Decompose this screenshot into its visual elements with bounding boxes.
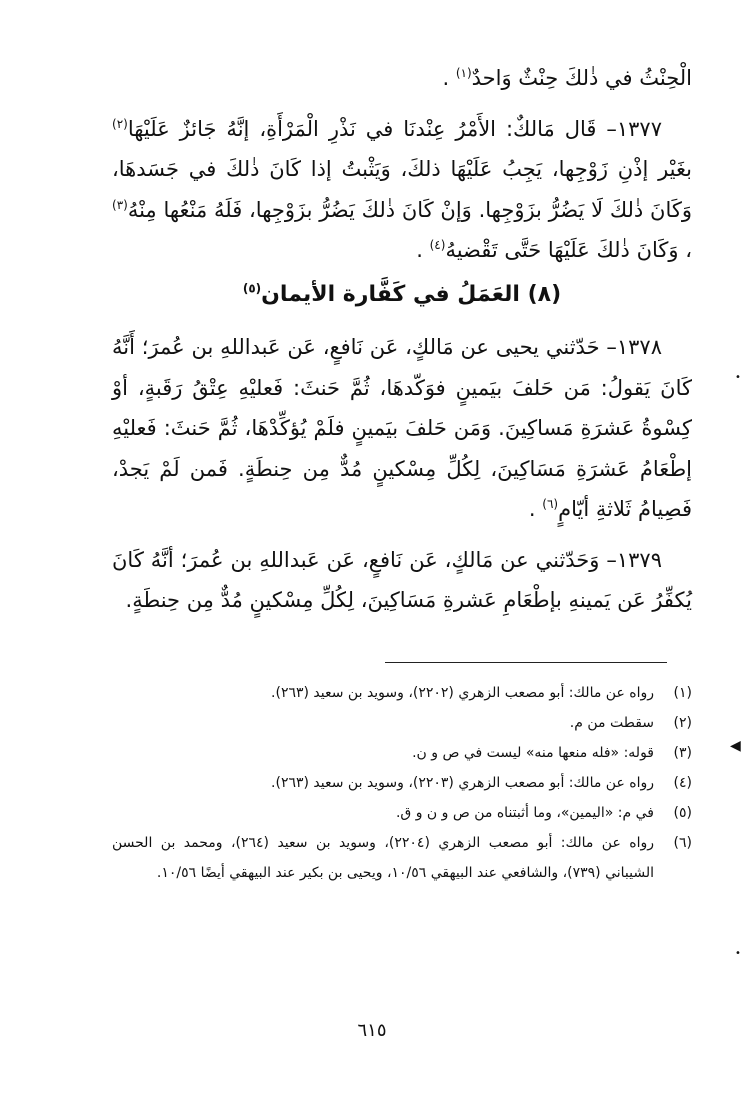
footnote-number: (٦) bbox=[673, 835, 692, 851]
footnote-ref-2[interactable]: (٢) bbox=[112, 116, 128, 131]
paragraph-1378-text: ١٣٧٨– حَدّثني يحيى عن مَالكٍ، عَن نَافعٍ، عَن عَبداللهِ بن عُمرَ؛ أَنَّهُ كَانَ يَقولُ: مَن حَلفَ بيَمينٍ فوَكّدهَا، ثُمَّ حَنثَ: فَعليْهِ عِتْقُ رَقَبةٍ، أوْ كِسْوةُ عَشرَةِ مَساكِينَ. وَمَن حَلفَ بيَمينٍ فلَمْ يُؤكِّدْهَا، ثُمَّ حَنثَ: فَعليْهِ إطْعَامُ عَشرَةِ مَسَاكِينَ، لِكُلِّ مِسْكينٍ مُدٌّ مِن حِنطَةٍ. فَمن لَمْ يَجدْ، فَصِيامُ ثَلاثةِ أيّامٍ bbox=[112, 335, 692, 521]
line-top-text: الْحِنْثُ في ذٰلكَ حِنْثٌ وَاحدٌ bbox=[471, 66, 692, 90]
footnote-2 bbox=[112, 708, 692, 738]
margin-mark: • bbox=[735, 948, 741, 959]
footnote-6 bbox=[112, 828, 692, 888]
footnote-1 bbox=[112, 678, 692, 708]
section-heading-text: (٨) العَمَلُ في كَفَّارة الأيمان bbox=[261, 281, 562, 307]
footnote-text: رواه عن مالك: أبو مصعب الزهري (٢٢٠٢)، وسويد بن سعيد (٢٦٣). bbox=[271, 685, 654, 701]
footnotes bbox=[112, 678, 692, 888]
footnote-text: رواه عن مالك: أبو مصعب الزهري (٢٢٠٤)، وسويد بن سعيد (٢٦٤)، ومحمد بن الحسن الشيباني (٧٣٩)، والشافعي عند البيهقي ١٠/٥٦، ويحيى بن بكير عند البيهقي أيضًا ١٠/٥٦. bbox=[112, 835, 655, 881]
line-top-end: . bbox=[442, 66, 456, 90]
paragraph-1377-text: ١٣٧٧– قَال مَالكٌ: الأَمْرُ عِنْدنَا في نَذْرِ الْمَرْأَةِ، إنَّهُ جَائزٌ عَلَيْهَا bbox=[127, 116, 662, 141]
footnote-5 bbox=[112, 798, 692, 828]
margin-mark: • bbox=[735, 372, 741, 383]
paragraph-1377-cont: بغَيْر إذْنِ زَوْجِها، يَجِبُ عَلَيْهَا ذلكَ، وَيَثْبتُ إذا كَانَ ذٰلكَ في جَسَدهَا، وَكَانَ ذٰلكَ لَا يَضُرُّ بزَوْجِها. وَإنْ كَانَ ذٰلكَ يَضُرُّ بزَوْجِها، فَلَهُ مَنْعُها مِنْهُ bbox=[112, 157, 692, 222]
footnote-ref-1[interactable]: (١) bbox=[455, 66, 472, 80]
footnote-ref-4[interactable]: (٤) bbox=[429, 238, 446, 252]
footnote-number: (٢) bbox=[673, 715, 692, 731]
section-heading bbox=[112, 275, 692, 316]
margin-mark: ◀ bbox=[730, 738, 741, 754]
paragraph-1379-text: ١٣٧٩– وَحَدّثني عن مَالكٍ، عَن نَافعٍ، عَن عَبداللهِ بن عُمرَ؛ أنَّهُ كَانَ يُكفِّرُ عَن يَمينهِ بإطْعَامِ عَشرةِ مَسَاكِينَ، لِكُلِّ مِسْكينٍ مُدٌّ مِن حِنطَةٍ. bbox=[112, 547, 692, 612]
paragraph-1377 bbox=[112, 109, 692, 271]
footnote-text: سقطت من م. bbox=[569, 715, 654, 731]
main-text bbox=[112, 58, 692, 621]
footnote-4 bbox=[112, 768, 692, 798]
footnote-number: (٤) bbox=[673, 775, 692, 791]
footnote-3 bbox=[112, 738, 692, 768]
footnote-text: رواه عن مالك: أبو مصعب الزهري (٢٢٠٣)، وسويد بن سعيد (٢٦٣). bbox=[271, 775, 654, 791]
footnote-number: (٥) bbox=[673, 805, 692, 821]
footnote-text: في م: «اليمين»، وما أثبتناه من ص و ن و ق. bbox=[395, 805, 654, 821]
paragraph-1378-end: . bbox=[528, 497, 543, 521]
page-number: ٦١٥ bbox=[357, 1020, 387, 1041]
footnote-text: قوله: «فله منعها منه» ليست في ص و ن. bbox=[412, 745, 654, 761]
line-top bbox=[112, 58, 692, 99]
paragraph-1379 bbox=[112, 540, 692, 621]
footnote-number: (١) bbox=[673, 685, 692, 701]
paragraph-1377-end: . bbox=[416, 238, 430, 262]
footnote-number: (٣) bbox=[673, 745, 692, 761]
footnote-ref-6[interactable]: (٦) bbox=[542, 497, 559, 511]
footnote-ref-5[interactable]: (٥) bbox=[242, 281, 262, 296]
paragraph-1377-cont2: ، وَكَانَ ذٰلكَ عَلَيْهَا حَتَّى تَقْضيهُ bbox=[445, 238, 692, 262]
footnote-ref-3[interactable]: (٣) bbox=[112, 197, 128, 212]
paragraph-1378 bbox=[112, 327, 692, 530]
footnote-divider bbox=[385, 662, 667, 663]
